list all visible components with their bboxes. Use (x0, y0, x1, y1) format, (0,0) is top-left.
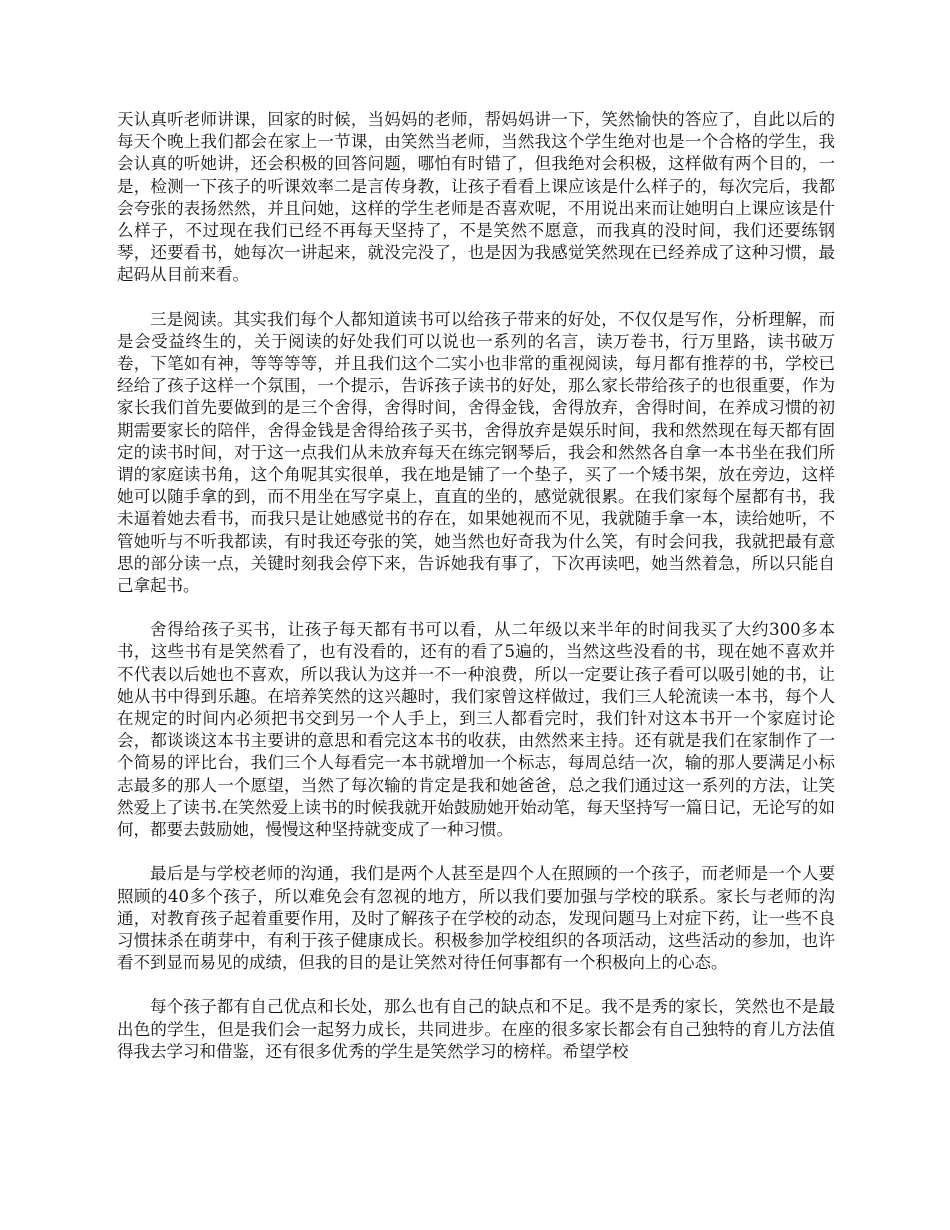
paragraph-reading: 三是阅读。其实我们每个人都知道读书可以给孩子带来的好处，不仅仅是写作，分析理解，而是会受益终生的，关于阅读的好处我们可以说也一系列的名言，读万卷书，行万里路，读书破万卷，下笔如有神，等等等等，并且我们这个二实小也非常的重视阅读，每月都有推荐的书，学校已经给了孩子这样一个氛围，一个提示，告诉孩子读书的好处，那么家长带给孩子的也很重要，作为家长我们首先要做到的是三个舍得，舍得时间，舍得金钱，舍得放弃，舍得时间，在养成习惯的初期需要家长的陪伴，舍得金钱是舍得给孩子买书，舍得放弃是娱乐时间，我和然然现在每天都有固定的读书时间，对于这一点我们从未放弃每天在练完钢琴后，我会和然然各自拿一本书坐在我们所谓的家庭读书角，这个角呢其实很单，我在地是铺了一个垫子，买了一个矮书架，放在旁边，这样她可以随手拿的到，而不用坐在写字桌上，直直的坐的，感觉就很累。在我们家每个屋都有书，我未逼着她去看书，而我只是让她感觉书的存在，如果她视而不见，我就随手拿一本，读给她听，不管她听与不听我都读，有时我还夸张的笑，她当然也好奇我为什么笑，有时会问我，我就把最有意思的部分读一点，关键时刻我会停下来，告诉她我有事了，下次再读吧，她当然着急，所以只能自己拿起书。 (117, 309, 835, 596)
paragraph-buying-books: 舍得给孩子买书，让孩子每天都有书可以看，从二年级以来半年的时间我买了大约300多本书，这些书有是笑然看了，也有没看的，还有的看了5遍的，当然这些没看的书，现在她不喜欢并不代表以后她也不喜欢，所以我认为这并一不一种浪费，所以一定要让孩子看可以吸引她的书，让她从书中得到乐趣。在培养笑然的这兴趣时，我们家曾这样做过，我们三人轮流读一本书，每个人在规定的时间内必须把书交到另一个人手上，到三人都看完时，我们针对这本书开一个家庭讨论会，都谈谈这本书主要讲的意思和看完这本书的收获，由然然来主持。还有就是我们在家制作了一个简易的评比台，我们三个人每看完一本书就增加一个标志，每周总结一次，输的那人要满足小标志最多的那人一个愿望，当然了每次输的肯定是我和她爸爸，总之我们通过这一系列的方法，让笑然爱上了读书.在笑然爱上读书的时候我就开始鼓励她开始动笔，每天坚持写一篇日记，无论写的如何，都要去鼓励她，慢慢这种坚持就变成了一种习惯。 (117, 620, 835, 840)
paragraph-teacher-communication: 最后是与学校老师的沟通，我们是两个人甚至是四个人在照顾的一个孩子，而老师是一个人要照顾的40多个孩子，所以难免会有忽视的地方，所以我们要加强与学校的联系。家长与老师的沟通，对教育孩子起着重要作用，及时了解孩子在学校的动态，发现问题马上对症下药，让一些不良习惯抹杀在萌芽中，有利于孩子健康成长。积极参加学校组织的各项活动，这些活动的参加，也许看不到显而易见的成绩，但我的目的是让笑然对待任何事都有一个积极向上的心态。 (117, 864, 835, 973)
paragraph-closing: 每个孩子都有自己优点和长处，那么也有自己的缺点和不足。我不是秀的家长，笑然也不是最出色的学生，但是我们会一起努力成长，共同进步。在座的很多家长都会有自己独特的育儿方法值得我去学习和借鉴，还有很多优秀的学生是笑然学习的榜样。希望学校 (117, 997, 835, 1061)
document-page (117, 109, 835, 1085)
paragraph-teaching-at-home: 天认真听老师讲课，回家的时候，当妈妈的老师，帮妈妈讲一下，笑然愉快的答应了，自此以后的每天个晚上我们都会在家上一节课，由笑然当老师，当然我这个学生绝对也是一个合格的学生，我会认真的听她讲，还会积极的回答问题，哪怕有时错了，但我绝对会积极，这样做有两个目的，一是，检测一下孩子的听课效率二是言传身教，让孩子看看上课应该是什么样子的，每次完后，我都会夸张的表扬然然，并且问她，这样的学生老师是否喜欢呢，不用说出来而让她明白上课应该是什么样子，不过现在我们已经不再每天坚持了，不是笑然不愿意，而我真的没时间，我们还要练钢琴，还要看书，她每次一讲起来，就没完没了，也是因为我感觉笑然现在已经养成了这种习惯，最起码从目前来看。 (117, 110, 835, 285)
